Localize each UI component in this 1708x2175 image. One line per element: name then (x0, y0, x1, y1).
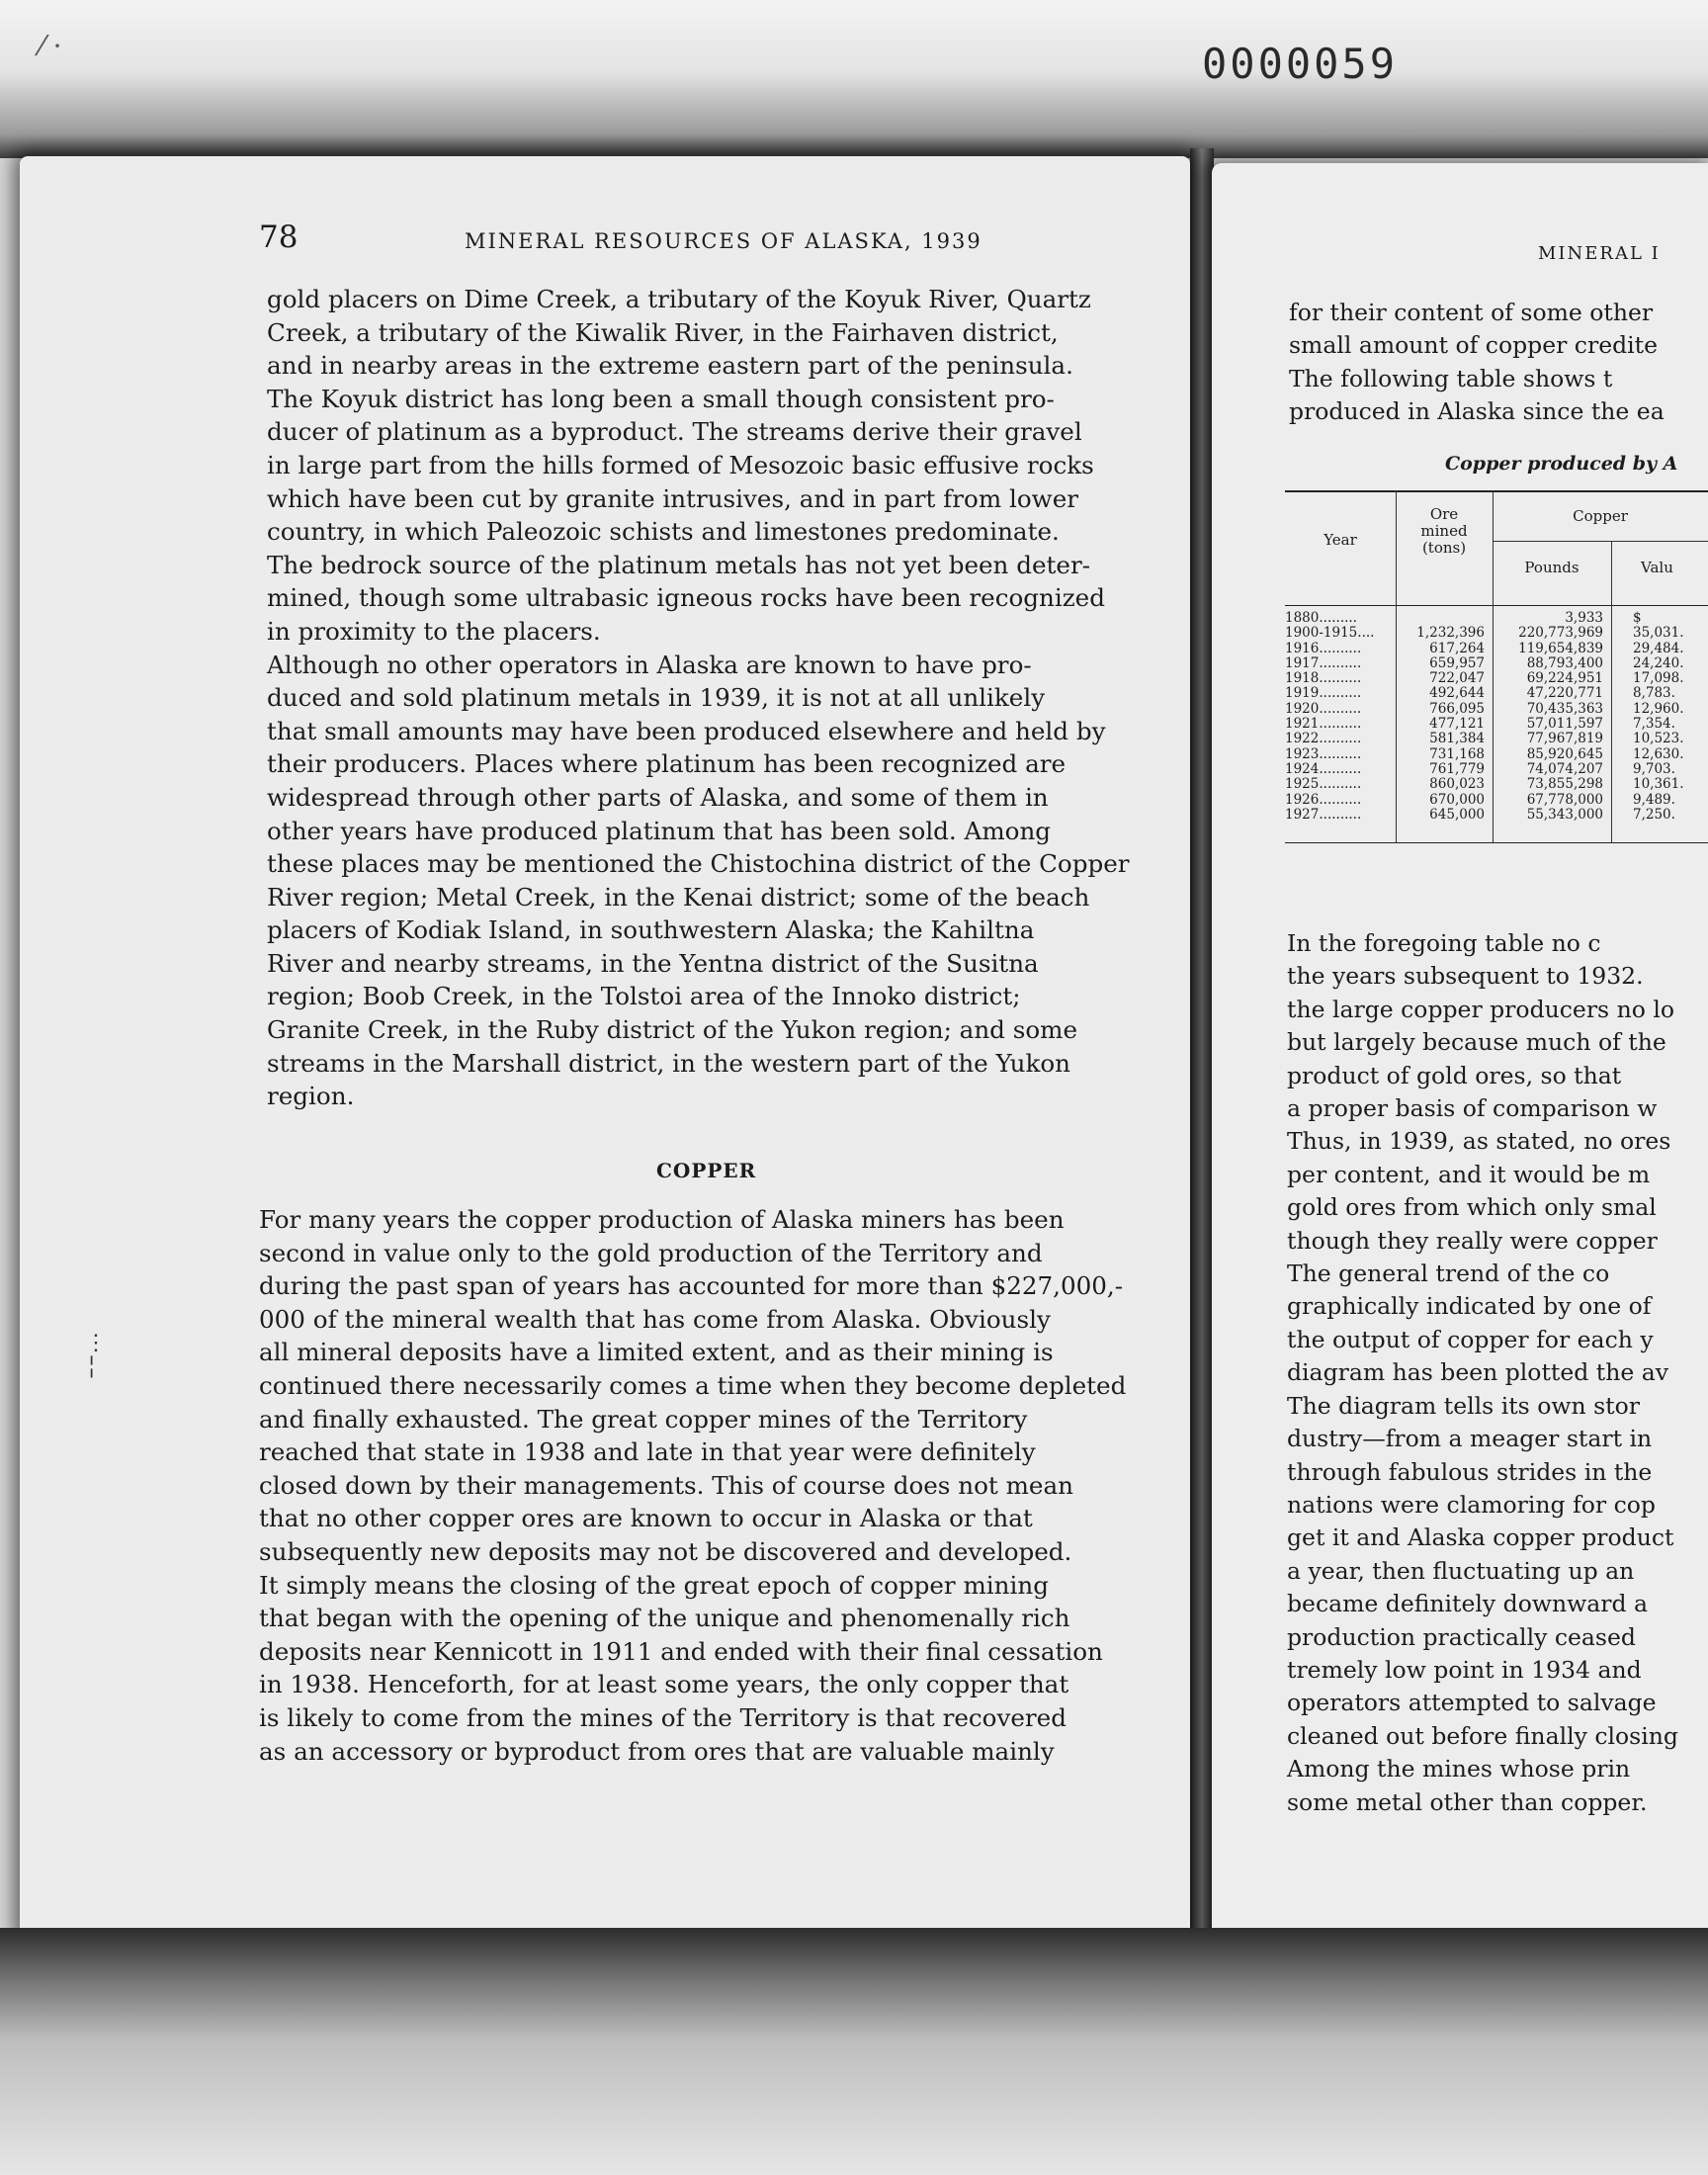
body-text-platinum: gold placers on Dime Creek, a tributary of the Koyuk River, Quartz Creek, a tributary of the Kiwalik River, in the Fairhaven district, and in nearby areas in the extreme eastern part of the peninsula. The Koyuk district has long been a small though consistent pro- ducer of platinum as a byproduct. The streams derive their gravel in large part from the hills formed of Mesozoic basic effusive rocks which have been cut by granite intrusives, and in part from lower country, in which Paleozoic schists and limestones predominate. The bedrock source of the platinum metals has not yet been deter- mined, though some ultrabasic igneous rocks have been recognized in proximity to the placers. Although no other operators in Alaska are known to have pro- duced and sold platinum metals in 1939, it is not at all unlikely that small amounts may have been produced elsewhere and held by their producers. Places where platinum has been recognized are widespread through other parts of Alaska, and some of them in other years have produced platinum that has been sold. Among these places may be mentioned the Chistochina district of the Copper River region; Metal Creek, in the Kenai district; some of the beach placers of Kodiak Island, in southwestern Alaska; the Kahiltna River and nearby streams, in the Yentna district of the Susitna region; Boob Creek, in the Tolstoi area of the Innoko district; Granite Creek, in the Ruby district of the Yukon region; and some streams in the Marshall district, in the western part of the Yukon region. (267, 285, 1130, 1111)
page-number: 78 (259, 219, 299, 255)
table-title: Copper produced by A (1445, 453, 1678, 475)
pencil-mark: ⁄ · (40, 30, 62, 62)
document-number: 0000059 (1202, 40, 1399, 88)
header-copper: Copper (1573, 507, 1628, 525)
column-pounds: 3,933 220,773,969 119,654,839 88,793,400 69,224,951 47,220,771 70,435,363 57,011,597 77,967,819 85,920,645 74,074,207 73,855,298 67,778,000 55,343,000 (1518, 610, 1603, 823)
scan-top-edge (0, 0, 1708, 158)
header-value: Valu (1641, 559, 1673, 576)
column-value: $ 35,031. 29,484. 24,240. 17,098. 8,783. 12,960. 7,354. 10,523. 12,630. 9,703. 10,361. 9,489. 7,250. (1633, 610, 1684, 823)
header-pounds: Pounds (1524, 559, 1580, 576)
bleed-through-mark: ⋮ ╎ (85, 1331, 107, 1380)
right-body-text-top: for their content of some other small amount of copper credite The following table shows t produced in Alaska since the ea (1289, 299, 1665, 426)
body-text-copper: For many years the copper production of Alaska miners has been second in value only to the gold production of the Territory and during the past span of years has accounted for more than $227,000,- 000 of the mineral wealth that has come from Alaska. Obviously all mineral deposits have a limited extent, and as their mining is continued there necessarily comes a time when they become depleted and finally exhausted. The great copper mines of the Territory reached that state in 1938 and late in that year were definitely closed down by their managements. This of course does not mean that no other copper ores are known to occur in Alaska or that subsequently new deposits may not be discovered and developed. It simply means the closing of the great epoch of copper mining that began with the opening of the unique and phenomenally rich deposits near Kennicott in 1911 and ended with their final cessation in 1938. Henceforth, for at least some years, the only copper that is likely to come from the mines of the Territory is that recovered as an accessory or byproduct from ores that are valuable mainly (259, 1205, 1127, 1766)
section-heading-copper: COPPER (656, 1159, 757, 1182)
right-body-text-bottom: In the foregoing table no c the years subsequent to 1932. the large copper producers no lo but largely because much of the product of gold ores, so that a proper basis of comparison w Thus, in 1939, as stated, no ores per content, and it would be m gold ores from which only smal though they really were copper The general trend of the co graphically indicated by one of the output of copper for each y diagram has been plotted the av The diagram tells its own stor dustry—from a meager start in through fabulous strides in the nations were clamoring for cop get it and Alaska copper product a year, then fluctuating up an became definitely downward a production practically ceased tremely low point in 1934 and operators attempted to salvage cleaned out before finally closing Among the mines whose prin some metal other than copper. (1287, 929, 1678, 1816)
column-year: 1880......... 1900-1915.... 1916.......... 1917.......... 1918.......... 1919.......... 1920.......... 1921.......... 1922.......... 1923.......... 1924.......... 1925.......... 1926.......... 1927.......... (1285, 610, 1375, 823)
book-gutter (1190, 148, 1214, 1948)
running-head: MINERAL RESOURCES OF ALASKA, 1939 (465, 229, 982, 253)
scan-bottom-edge (0, 1928, 1708, 2175)
header-ore-mined: Ore mined (tons) (1420, 505, 1468, 557)
header-year: Year (1324, 531, 1357, 549)
right-running-head: MINERAL I (1538, 243, 1661, 264)
column-ore: 1,232,396 617,264 659,957 722,047 492,644 766,095 477,121 581,384 731,168 761,779 860,023 670,000 645,000 (1416, 625, 1485, 823)
copper-production-table (1285, 490, 1708, 898)
